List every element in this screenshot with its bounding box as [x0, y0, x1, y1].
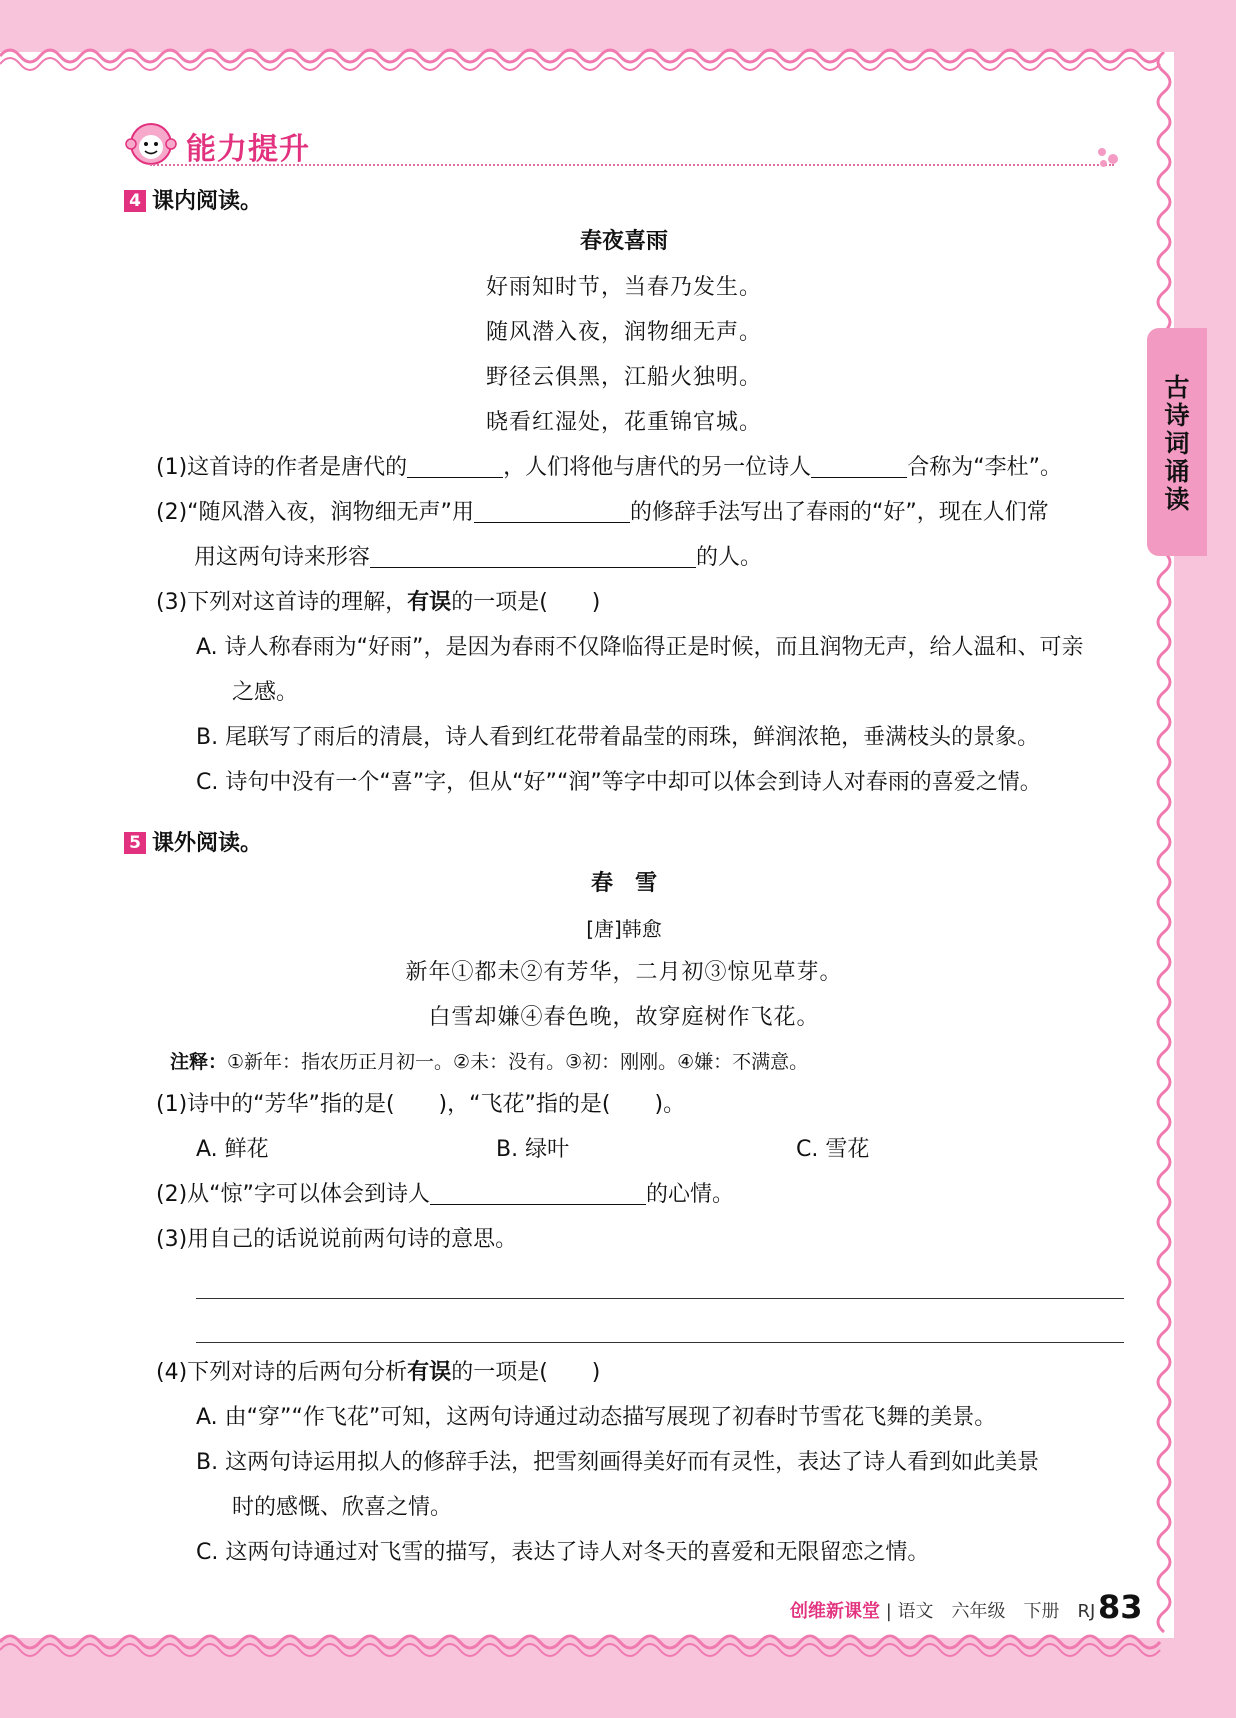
answer-blank[interactable] [407, 455, 503, 478]
option-a[interactable]: A. 由“穿”“作飞花”可知，这两句诗通过动态描写展现了初春时节雪花飞舞的美景。 [196, 1405, 997, 1430]
option-a[interactable]: A. 诗人称春雨为“好雨”，是因为春雨不仅降临得正是时候，而且润物无声，给人温和、可亲 [196, 635, 1084, 660]
question-text: (2)从“惊”字可以体会到诗人 [156, 1182, 430, 1207]
question-4-header [124, 184, 262, 215]
answer-blank[interactable] [430, 1182, 646, 1205]
question-text: 的心情。 [645, 1182, 734, 1207]
option-c[interactable]: C. 雪花 [796, 1137, 870, 1162]
question-5-4 [156, 1358, 600, 1388]
question-5-3: (3)用自己的话说说前两句诗的意思。 [156, 1227, 518, 1252]
question-4-3 [156, 588, 600, 618]
answer-line[interactable] [196, 1298, 1124, 1299]
bottom-wave-border [0, 1628, 1236, 1668]
heading-title: 能力提升 [186, 132, 310, 167]
question-4-2 [156, 498, 1049, 528]
poem-line: 随风潜入夜，润物细无声。 [485, 320, 762, 345]
option-a-cont: 之感。 [232, 680, 299, 705]
side-tab-label [1147, 374, 1207, 514]
poem-line: 野径云俱黑，江船火独明。 [485, 365, 762, 390]
question-text: 的一项是( ) [451, 590, 601, 615]
poem-line: 新年①都未②有芳华，二月初③惊见草芽。 [405, 960, 843, 985]
option-b[interactable]: B. 这两句诗运用拟人的修辞手法，把雪刻画得美好而有灵性，表达了诗人看到如此美景 [196, 1450, 1040, 1475]
question-5-1: (1)诗中的“芳华”指的是( )，“飞花”指的是( )。 [156, 1092, 686, 1117]
monkey-mascot-icon [124, 122, 178, 166]
annotation-label: 注释： [170, 1051, 228, 1073]
poem-author: [唐]韩愈 [586, 917, 662, 941]
question-text: (2)“随风潜入夜，润物细无声”用 [156, 500, 474, 525]
option-b[interactable]: B. 绿叶 [496, 1137, 570, 1162]
footer-info: 语文 六年级 下册 RJ [897, 1601, 1096, 1622]
emphasis-text: 有误 [407, 590, 452, 615]
question-text: ，人们将他与唐代的另一位诗人 [503, 455, 812, 480]
poem-line: 晓看红湿处，花重锦官城。 [485, 410, 762, 435]
side-tab-char: 读 [1164, 485, 1190, 514]
option-a[interactable]: A. 鲜花 [196, 1137, 269, 1162]
question-label: 课外阅读。 [152, 831, 263, 856]
question-5-2 [156, 1180, 734, 1210]
question-number-badge: 4 [124, 190, 146, 212]
option-b-cont: 时的感慨、欣喜之情。 [232, 1495, 453, 1520]
heading-divider [150, 164, 1114, 166]
question-text: (3)下列对这首诗的理解， [156, 590, 408, 615]
annotation-text: ①新年：指农历正月初一。②未：没有。③初：刚刚。④嫌：不满意。 [227, 1051, 809, 1073]
annotation [170, 1047, 808, 1077]
side-tab-char: 词 [1164, 429, 1190, 458]
answer-blank[interactable] [811, 455, 907, 478]
footer-brand: 创维新课堂 [790, 1601, 880, 1622]
poem-title: 春夜喜雨 [579, 229, 668, 254]
side-tab-char: 诗 [1164, 401, 1190, 430]
question-5-header [124, 826, 262, 857]
emphasis-text: 有误 [407, 1360, 452, 1385]
question-text: (4)下列对诗的后两句分析 [156, 1360, 408, 1385]
option-b[interactable]: B. 尾联写了雨后的清晨，诗人看到红花带着晶莹的雨珠，鲜润浓艳，垂满枝头的景象。 [196, 725, 1040, 750]
answer-line[interactable] [196, 1342, 1124, 1343]
answer-blank[interactable] [370, 545, 696, 568]
side-tab-char: 古 [1164, 373, 1190, 402]
poem-line: 好雨知时节，当春乃发生。 [485, 275, 762, 300]
question-text: (1)这首诗的作者是唐代的 [156, 455, 408, 480]
answer-blank[interactable] [474, 500, 630, 523]
question-text: 的修辞手法写出了春雨的“好”，现在人们常 [629, 500, 1049, 525]
footer [790, 1597, 1095, 1623]
top-wave-border [0, 36, 1236, 76]
option-c[interactable]: C. 这两句诗通过对飞雪的描写，表达了诗人对冬天的喜爱和无限留恋之情。 [196, 1540, 930, 1565]
question-4-2-cont [194, 543, 762, 573]
option-c[interactable]: C. 诗句中没有一个“喜”字，但从“好”“润”等字中却可以体会到诗人对春雨的喜爱之情。 [196, 770, 1042, 795]
question-label: 课内阅读。 [152, 189, 263, 214]
question-text: 合称为“李杜”。 [907, 455, 1062, 480]
poem-line: 白雪却嫌④春色晚，故穿庭树作飞花。 [428, 1005, 820, 1030]
question-text: 的一项是( ) [451, 1360, 601, 1385]
question-text: 的人。 [696, 545, 763, 570]
side-tab-char: 诵 [1164, 457, 1190, 486]
page-number: 83 [1098, 1588, 1143, 1626]
footer-separator: | [885, 1601, 892, 1622]
question-4-1 [156, 453, 1062, 483]
question-text: 用这两句诗来形容 [194, 545, 371, 570]
question-number-badge: 5 [124, 832, 146, 854]
poem-title: 春 雪 [590, 871, 657, 896]
